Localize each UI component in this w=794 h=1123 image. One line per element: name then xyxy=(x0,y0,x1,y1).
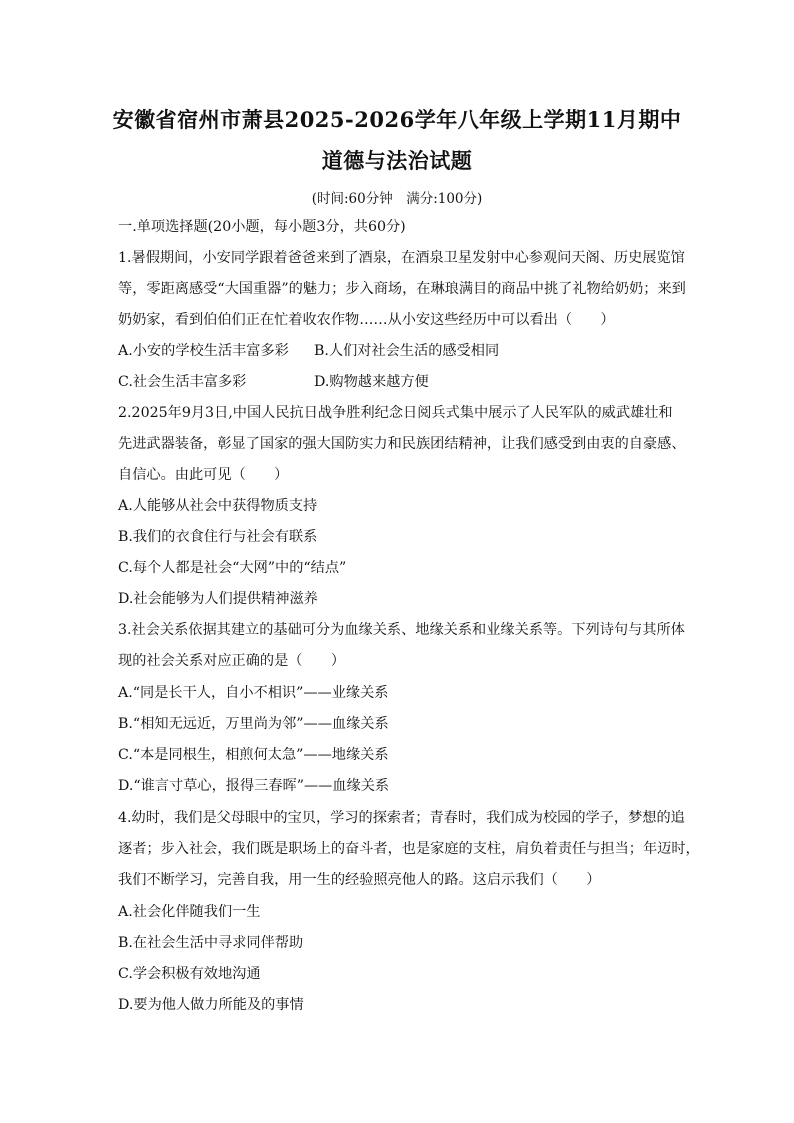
exam-time-score: (时间:60分钟 满分:100分) xyxy=(311,191,483,207)
question-3-option-a: A.“同是长干人，自小不相识”——业缘关系 xyxy=(118,685,389,701)
question-1-stem-line-1: 1.暑假期间，小安同学跟着爸爸来到了酒泉，在酒泉卫星发射中心参观问天阁、历史展览馆 xyxy=(118,250,685,266)
question-2-option-d: D.社会能够为人们提供精神滋养 xyxy=(118,591,318,607)
question-3-stem-line-1: 3.社会关系依据其建立的基础可分为血缘关系、地缘关系和业缘关系等。下列诗句与其所体 xyxy=(118,622,685,638)
question-4-option-a: A.社会化伴随我们一生 xyxy=(118,904,261,920)
question-3-option-c: C.“本是同根生，相煎何太急”——地缘关系 xyxy=(118,747,389,763)
question-3-option-d: D.“谁言寸草心，报得三春晖”——血缘关系 xyxy=(118,778,390,794)
question-4-option-b: B.在社会生活中寻求同伴帮助 xyxy=(118,935,304,951)
section-heading: 一.单项选择题(20小题，每小题3分，共60分) xyxy=(118,219,406,235)
question-2-stem-line-1: 2.2025年9月3日,中国人民抗日战争胜利纪念日阅兵式集中展示了人民军队的威武雄壮和 xyxy=(118,405,673,421)
question-3-option-b: B.“相知无远近，万里尚为邻”——血缘关系 xyxy=(118,716,389,732)
question-1-stem-line-2: 等，零距离感受“大国重器”的魅力；步入商场，在琳琅满目的商品中挑了礼物给奶奶；来到 xyxy=(118,281,686,297)
question-4-stem-line-2: 逐者；步入社会，我们既是职场上的奋斗者，也是家庭的支柱，肩负着责任与担当；年迈时， xyxy=(118,841,700,857)
question-1-option-a: A.小安的学校生活丰富多彩 xyxy=(118,343,289,359)
question-4-stem-line-1: 4.幼时，我们是父母眼中的宝贝，学习的探索者；青春时，我们成为校园的学子，梦想的追 xyxy=(118,810,685,826)
question-1-stem-line-3: 奶奶家，看到伯伯们正在忙着收农作物……从小安这些经历中可以看出（ ） xyxy=(118,312,615,328)
exam-title-line-1: 安徽省宿州市萧县2025-2026学年八年级上学期11月期中 xyxy=(112,107,682,132)
question-1-options-row-2 xyxy=(118,372,698,392)
question-1-option-c: C.社会生活丰富多彩 xyxy=(118,374,247,390)
question-2-option-a: A.人能够从社会中获得物质支持 xyxy=(118,498,318,514)
question-4-stem-line-3: 我们不断学习，完善自我，用一生的经验照亮他人的路。这启示我们（ ） xyxy=(118,872,601,888)
question-1-option-b: B.人们对社会生活的感受相同 xyxy=(314,343,500,359)
question-2-option-c: C.每个人都是社会“大网”中的“结点” xyxy=(118,560,347,576)
question-2-stem-line-3: 自信心。由此可见（ ） xyxy=(118,467,289,483)
question-4-option-d: D.要为他人做力所能及的事情 xyxy=(118,997,304,1013)
question-2-stem-line-2: 先进武器装备，彰显了国家的强大国防实力和民族团结精神，让我们感受到由衷的自豪感、 xyxy=(118,436,686,452)
question-1-option-d: D.购物越来越方便 xyxy=(314,374,429,390)
question-2-option-b: B.我们的衣食住行与社会有联系 xyxy=(118,529,318,545)
exam-title-line-2: 道德与法治试题 xyxy=(321,148,473,173)
question-3-stem-line-2: 现的社会关系对应正确的是（ ） xyxy=(118,653,346,669)
question-1-options-row-1 xyxy=(118,341,698,361)
question-4-option-c: C.学会积极有效地沟通 xyxy=(118,966,261,982)
